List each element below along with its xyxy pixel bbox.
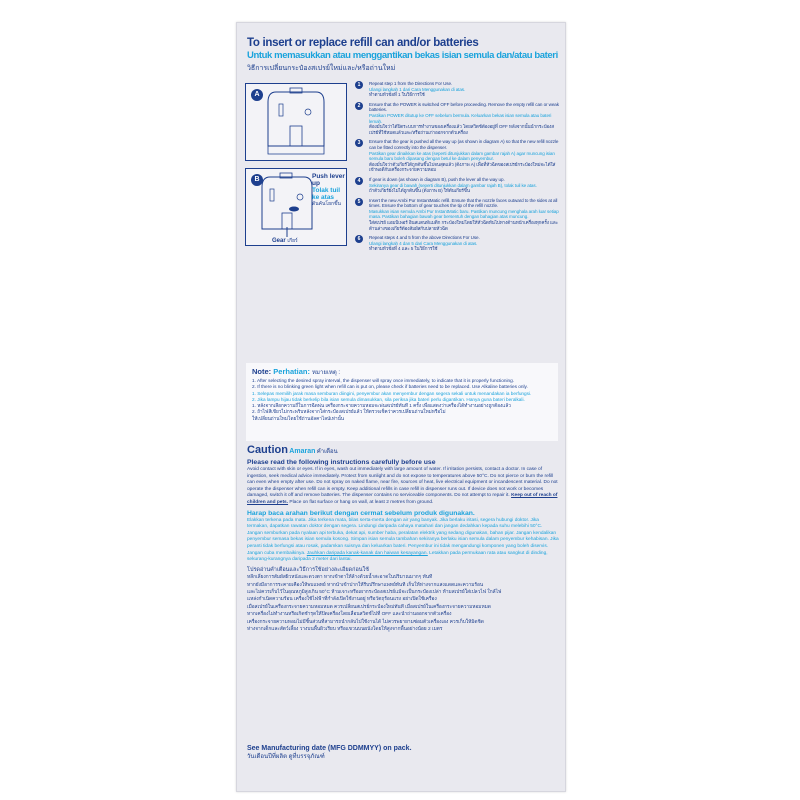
step-number: 1 (355, 81, 363, 89)
step-text-en: Repeat steps 4 and 5 from the above Directions For Use. (369, 235, 480, 241)
diagram-a (245, 83, 347, 161)
note-box (246, 363, 558, 441)
caution-subtitle: Please read the following instructions carefully before use (247, 459, 436, 466)
mfg-date-en: See Manufacturing date (MFG DDMMYY) on pack. (247, 745, 412, 752)
caution-line: เครื่องกระจายความหอมไม่มีชิ้นส่วนที่สามารถนำกลับไปใช้งานได้ ไม่ควรพยายามซ่อมตัวเครื่องเอง ควรเก็บให้มิดชิด (247, 619, 484, 625)
step-number: 3 (355, 139, 363, 147)
instruction-panel (236, 22, 566, 792)
caution-line: และไม่ควรเก็บไว้ในอุณหภูมิสูงเกิน 50°C ห้ามเจาะหรือเผากระป๋องสเปรย์แม้จะเป็นกระป๋องเปล่า ห้ามสเปรย์ใส่เปลวไฟ ใกล้ไฟ (247, 589, 502, 595)
step-text-th: ต้องมั่นใจว่าตัวเกียร์ได้ถูกดันขึ้นไปจนสุดแล้ว (ดังภาพ A) เพื่อที่หัวฉีดของสเปรย์กระป๋องใหม่จะได้ใส่เข้าพอดีกับเครื่องกระจายความหอม (369, 161, 556, 173)
diagram-a-badge: A (251, 89, 263, 101)
note-line: 2. If there is no blinking green light when refill can is put on, please check if batteries need to be replaced. Use Alkaline batteries only. (252, 384, 528, 390)
step-text-ms: Masukkan isian semula Ambi Pur InstantMatic baru. Pastikan muncung menghala arah luar setiap masa. Pastikan bahagian bawah gear bersentuh dengan bahagian atas muncung. (369, 208, 559, 220)
caution-line: แหล่งกำเนิดความร้อน เครื่องใช้ไฟฟ้าที่กำลังเปิดใช้งานอยู่ หรือวัตถุร้อนแรง อย่าเปิดใช้เครื่อง (247, 597, 437, 603)
step-text-ms: Ulangi langkah 4 dan 5 dari Cara Menggunakan di atas. (369, 240, 478, 246)
caution-title: Caution (247, 444, 288, 456)
step-text-ms: Ulangi langkah 1 dari Cara Menggunakan di atas. (369, 86, 466, 92)
step-item (355, 198, 561, 232)
push-lever-label: Push lever up (312, 173, 345, 187)
step-text-en: Insert the new Ambi Pur InstantMatic refill. Ensure that the nozzle faces outward to the sides at all times. Ensure the bottom of gear touches the tip of the refill nozzle. (369, 197, 558, 209)
steps-list (355, 81, 561, 256)
push-lever-label-th: ดันคันโยกขึ้น (312, 201, 341, 207)
step-text-en: Repeat step 1 from the Directions For Use. (369, 81, 453, 86)
caution-subtitle-ms: Harap baca arahan berikut dengan cermat sebelum produk digunakan. (247, 509, 475, 517)
step-text-th: ทำตามหัวข้อที่ 4 และ 5 ในวิธีการใช้ (369, 246, 438, 252)
section-title-ms: Untuk memasukkan atau menggantikan bekas isian semula dan/atau bateri (247, 50, 558, 61)
step-item (355, 177, 561, 194)
step-item (355, 235, 561, 252)
note-label-ms: Perhatian: (273, 367, 310, 376)
caution-title-th: คำเตือน (316, 449, 338, 455)
note-line: 1. After selecting the desired spray interval, the dispenser will spray once immediately, to indicate that it is properly functioning. (252, 378, 515, 383)
caution-text: Place on flat surface or hang on wall, at least 2 metres from ground. (289, 499, 434, 505)
caution-line: หากยังมีอาการระคายเคืองให้พบแพทย์ หากนำเข้าปากให้รีบปรึกษาแพทย์ทันที เก็บให้ห่างจากแสงแดดและความร้อน (247, 582, 484, 588)
step-number: 4 (355, 177, 363, 185)
step-item (355, 139, 561, 173)
note-line: ให้เปลี่ยนถ่านใหม่โดยใช้ถ่านอัลคาไลน์เท่านั้น (252, 415, 344, 421)
caution-line: เมื่อสเปรย์ในเครื่องกระจายความหอมหมด ควรเปลี่ยนสเปรย์กระป๋องใหม่ทันที เมื่อสเปรย์ในเครื่องกระจายความหอมหมด (247, 604, 491, 610)
caution-title-ms: Amaran (289, 448, 316, 455)
diagram-b (245, 168, 347, 246)
step-text-en: Ensure that the gear is pushed all the way up (as shown in diagram A) so that the new refill nozzle can be fitted correctly into the dispenser. (369, 139, 559, 150)
push-lever-label-ms: Tolak tuil ke atas (312, 187, 341, 201)
diagram-b-badge: B (251, 174, 263, 186)
manufacturing-info (247, 745, 412, 761)
step-number: 2 (355, 102, 363, 110)
caution-text: Elakkan terkena pada mata. Jika terkena mata, bilas serta-merta dengan air yang banyak. Jika berlaku iritasi, segera hubungi doktor. Jika termakan, dapatkan rawatan doktor dengan segera. Lindungi daripada cahaya matahari dan jangan dedahkan kepada suhu melebihi 50°C. Jangan semburkan pada nyalaan api terbuka, dekat api, sumber haba, peralatan elektrik yang sedang digunakan, bahan pijar. Jangan kendalikan penyembur semasa bekas isian semula kosong. Simpan isian semula tambahan sekiranya berlaku isian semula dalam penyembur kehabisan. Jika peranti tidak berfungsi atau rosak, padamkan suisnya dan keluarkan bateri. Penyembur ini tidak mengandungi komponen yang boleh diservis. Jangan cuba membaikinya. (247, 517, 559, 556)
caution-body-th (247, 567, 559, 634)
note-line: 2. ถ้าไฟสีเขียวไม่กระพริบหลังจากใส่กระป๋องสเปรย์แล้ว ให้ตรวจเช็คว่าควรเปลี่ยนถ่านใหม่หรือไม่ (252, 409, 446, 415)
caution-warning: Keep out of reach of children and pets. (247, 493, 558, 505)
note-label: Note: (252, 367, 272, 376)
caution-line: โปรดอ่านคำเตือนและวิธีการใช้อย่างละเอียดก่อนใช้ (247, 566, 369, 573)
caution-line: หลีกเลี่ยงการสัมผัสผิวหนังและดวงตา หากเข้าตาให้ล้างด้วยน้ำสะอาดในปริมาณมากๆ ทันที (247, 575, 433, 581)
step-text-ms: Pastikan POWER ditutup ke OFF sebelum bermula. Keluarkan bekas isian semula atau bateri lemah. (369, 112, 552, 124)
note-label-th: หมายเหตุ : (312, 370, 341, 376)
step-text-th: ทำตามหัวข้อที่ 1 ในวิธีการใช้ (369, 92, 425, 98)
gear-label-th: เกียร์ (287, 238, 298, 244)
note-line: 2. Jika lampu hijau tidak berkelip bila isian semula dimasukkan, sila periksa jika bateri perlu digantikan. Hanya guna bateri beralkali. (252, 396, 525, 402)
mfg-date-th: วันเดือนปีที่ผลิต ดูที่บรรจุภัณฑ์ (247, 754, 325, 760)
section-title: To insert or replace refill can and/or batteries (247, 37, 479, 49)
step-text-th: ต้องมั่นใจว่าได้ปิดระบบการทำงานของเครื่องแล้ว โดยสวิตช์ต้องอยู่ที่ OFF หลังจากนั้นนำกระป๋องสเปรย์ที่ใช้หมดแล้วและ/หรือถ่านเก่าออกจากตัวเครื่อง (369, 124, 554, 135)
note-line: 1. Selepas memilih jarak masa semburan diingini, penyembur akan menyembur dengan segera sekali untuk menandakan ia berfungsi. (252, 390, 532, 396)
caution-text: Avoid contact with skin or eyes. If in eyes, wash out immediately with large amount of water. If irritation persists, contact a doctor. In case of ingestion, seek medical advice immediately. Protect from sunlight and do not expose to temperatures above 50°C. Do not pierce or burn the refill can even when empty after use. Do not spray on naked flame, near fire, sources of heat, live electrical equipment or incandescent material. Do not operate the dispenser when refill can is empty. Keep additional refills in case refill in dispenser runs out. If device does not work or becomes damaged, switch it off and remove batteries. The dispenser contains no serviceable components. Do not attempt to repair it. (247, 467, 558, 499)
caution-warning: Jauhkan daripada kanak-kanak dan haiwan kesayangan. (306, 550, 428, 556)
step-text-en: Ensure that the POWER is switched OFF before proceeding. Remove the empty refill can or weak batteries. (369, 101, 559, 113)
note-line: 1. หลังจากเลือกความถี่ในการฉีดพ่น เครื่องกระจายความหอมจะพ่นสเปรย์ทันที 1 ครั้ง เพื่อแสดงว่าเครื่องได้ทำงานอย่างถูกต้องแล้ว (252, 403, 511, 409)
step-number: 5 (355, 198, 363, 206)
step-text-ms: Pastikan gear dinaikkan ke atas (seperti ditunjukkan dalam gambar rajah A) agar muncung isian semula baru boleh dipasang dengan betul ke dalam penyembur. (369, 150, 555, 162)
caution-line: ห่างจากเด็กและสัตว์เลี้ยง วางบนพื้นผิวเรียบ หรือแขวนบนผนังโดยให้สูงจากพื้นอย่างน้อย 2 เมตร (247, 626, 443, 632)
caution-text: Letakkan pada permukaan rata atau sangkut di dinding, sekurang-kurangnya daripada 2 meter dari lantai. (247, 550, 548, 563)
caution-body-ms (247, 518, 559, 564)
dispenser-diagram-a-icon (246, 84, 346, 160)
step-item (355, 81, 561, 98)
section-title-th: วิธีการเปลี่ยนกระป๋องสเปรย์ใหม่และ/หรือถ่านใหม่ (247, 65, 396, 72)
step-number: 6 (355, 235, 363, 243)
caution-body-en (247, 467, 559, 507)
step-text-th: ถ้าตัวเกียร์ยังไม่ได้ถูกดันขึ้น (ดังภาพ B) ให้ดันเกียร์ขึ้น (369, 188, 470, 194)
gear-label: Gear (272, 238, 286, 244)
step-text-en: If gear is down (as shown in diagram B), push the lever all the way up. (369, 176, 505, 182)
caution-section (247, 444, 559, 633)
step-item (355, 102, 561, 136)
step-text-th: ใส่สเปรย์ แอมบิเพอร์ อินสแตนท์แมติก กระป๋องใหม่โดยให้หัวฉีดหันไปทางด้านหน้าเครื่องทุกครั้ง และด้านล่างของเกียร์ต้องสัมผัสกับปลายหัวฉีด (369, 220, 558, 231)
caution-line: หากเครื่องไม่ทำงานหรือเกิดชำรุดให้ปิดเครื่องโดยเลื่อนสวิตช์ไปที่ OFF และนำถ่านออกจากตัวเครื่อง (247, 612, 452, 618)
step-text-ms: Sekiranya gear di bawah (seperti ditunjukkan dalam gambar rajah B), tolak tuil ke atas. (369, 182, 537, 188)
